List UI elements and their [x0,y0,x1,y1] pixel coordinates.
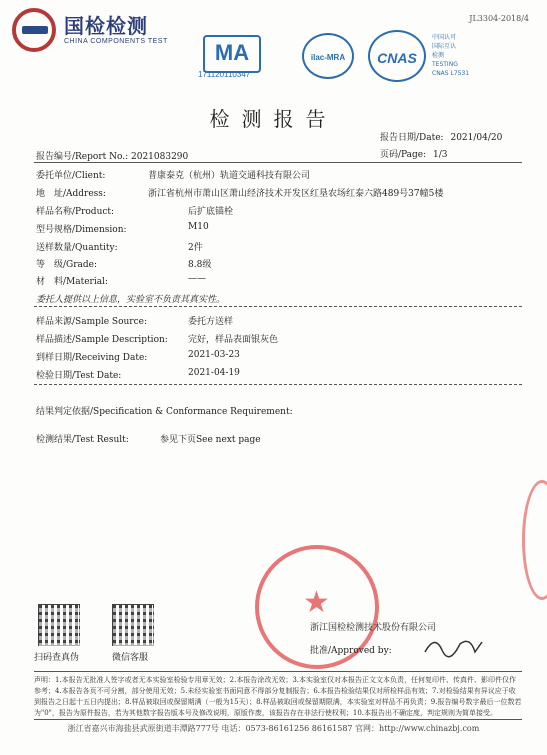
field-grade [36,257,97,270]
field-label: 到样日期/Receiving Date: [36,353,148,363]
cnas-side-text [432,33,469,78]
field-label: 样品描述/Sample Description: [36,335,168,345]
field-grade-value: 8.8级 [188,260,212,270]
footer-contact: 浙江省嘉兴市海盐县武原街道丰潭路777号 电话：0573-86161256 86161587 官网：http://www.chinazbj.com [67,724,480,733]
report-date-value: 2021/04/20 [450,133,503,143]
field-address-value: 浙江省杭州市萧山区萧山经济技术开发区红垦农场红泰六路489号37幢5楼 [148,189,444,199]
field-address [36,186,106,199]
field-quantity-value: 2件 [188,243,203,253]
field-sample-description-value: 完好，样品表面银灰色 [188,335,279,345]
cnas-side-line: 中国认可 [432,34,457,41]
logo-subtitle: CHINA COMPONENTS TEST [64,38,168,45]
field-label: 送样数量/Quantity: [36,243,118,253]
ilac-logo-icon: ilac-MRA [302,33,354,79]
field-label: 委托单位/Client: [36,171,106,181]
result-label: 检测结果/Test Result: [36,435,129,445]
field-sample-source [36,314,147,327]
field-product-value: 后扩底锚栓 [188,207,234,217]
field-material-value: —— [188,274,206,284]
field-dimension-value: M10 [188,222,209,232]
divider [34,162,522,163]
cnas-side-line: TESTING [432,61,458,68]
field-label: 等 级/Grade: [36,260,98,270]
seal-star-icon: ★ [303,585,330,620]
report-number-value: 2021083290 [131,152,189,162]
field-label: 材 料/Material: [36,277,109,287]
cnas-side-line: CNAS L7531 [432,70,470,77]
divider [34,306,522,307]
qr-caption-wechat: 微信客服 [112,653,149,663]
field-label: 地 址/Address: [36,189,106,199]
divider [34,384,522,385]
approved-by: 批准/Approved by: [310,646,392,656]
field-material [36,274,108,287]
field-receiving-date-value: 2021-03-23 [188,350,240,360]
qr-code-verify [38,604,80,646]
field-label: 样品名称/Product: [36,207,115,217]
report-number [36,149,188,162]
field-receiving-date [36,350,147,363]
field-client-value: 普康泰克（杭州）轨道交通科技有限公司 [148,171,311,181]
field-sample-source-value: 委托方送样 [188,317,234,327]
page-number-label: 页码/Page: [380,150,427,160]
logo-name: 国检检测 [64,14,148,38]
field-label: 样品来源/Sample Source: [36,317,148,327]
divider [34,719,522,720]
page-number [380,147,448,160]
disclaimer-notes: 声明：1.本报告无批准人签字或者无本实验室检验专用章无效；2.本报告涂改无效；3.本实验室仅对本报告正文文本负责，任何复印件、传真件、影印件仅作参考；4.本报告各页不可分割，部分使用无效；5.未经实验室书面同意不得部分复制报告；6.本报告检验结果仅对所检样品有效；7.对检验结果有异议应于收到报告之日起十五日内提出；8.样品被取回或保留期满（一般为15天）；8.样品被取回或保留期限满，本实验室对样品不再负责；9.报告编号数字最后一位数若为"0"，报告为原件报告，若为其他数字报告版本号及修改说明，原版作废，该报告存在非法行使权利；10.本报告出不确定度，判定规则为简单接受。 [34,676,522,717]
field-quantity [36,240,118,253]
report-date-label: 报告日期/Date: [380,133,444,143]
cnas-side-line: 国际互认 [432,43,457,50]
field-client [36,168,105,181]
company-name: 浙江国检检测技术股份有限公司 [310,623,437,633]
divider [34,671,522,672]
field-sample-description [36,332,168,345]
document-code: JL3304-2018/4 [469,14,529,23]
cma-number: 171120110347 [198,70,251,79]
page-title: 检测报告 [209,107,338,131]
field-test-date [36,368,121,381]
field-product [36,204,114,217]
report-number-label: 报告编号/Report No.: [36,152,129,162]
side-seal-icon [522,480,547,600]
company-logo-icon [12,8,56,52]
field-label: 型号规格/Dimension: [36,225,127,235]
conclusion-label: 结果判定依据/Specification & Conformance Requirement: [36,407,293,417]
page-number-value: 1/3 [433,150,448,160]
signature-icon [420,632,490,662]
cnas-logo-icon: CNAS [368,30,426,82]
cma-logo-icon: MA [203,35,261,73]
client-note: 委托人提供以上信息，实验室不负责其真实性。 [36,295,226,305]
qr-caption-verify: 扫码查真伪 [34,653,80,663]
report-date [380,130,502,143]
field-test-date-value: 2021-04-19 [188,368,240,378]
field-label: 检验日期/Test Date: [36,371,122,381]
qr-code-wechat [112,604,154,646]
result-value: 参见下页See next page [160,435,261,445]
field-dimension [36,222,127,235]
cnas-side-line: 检测 [432,52,445,59]
